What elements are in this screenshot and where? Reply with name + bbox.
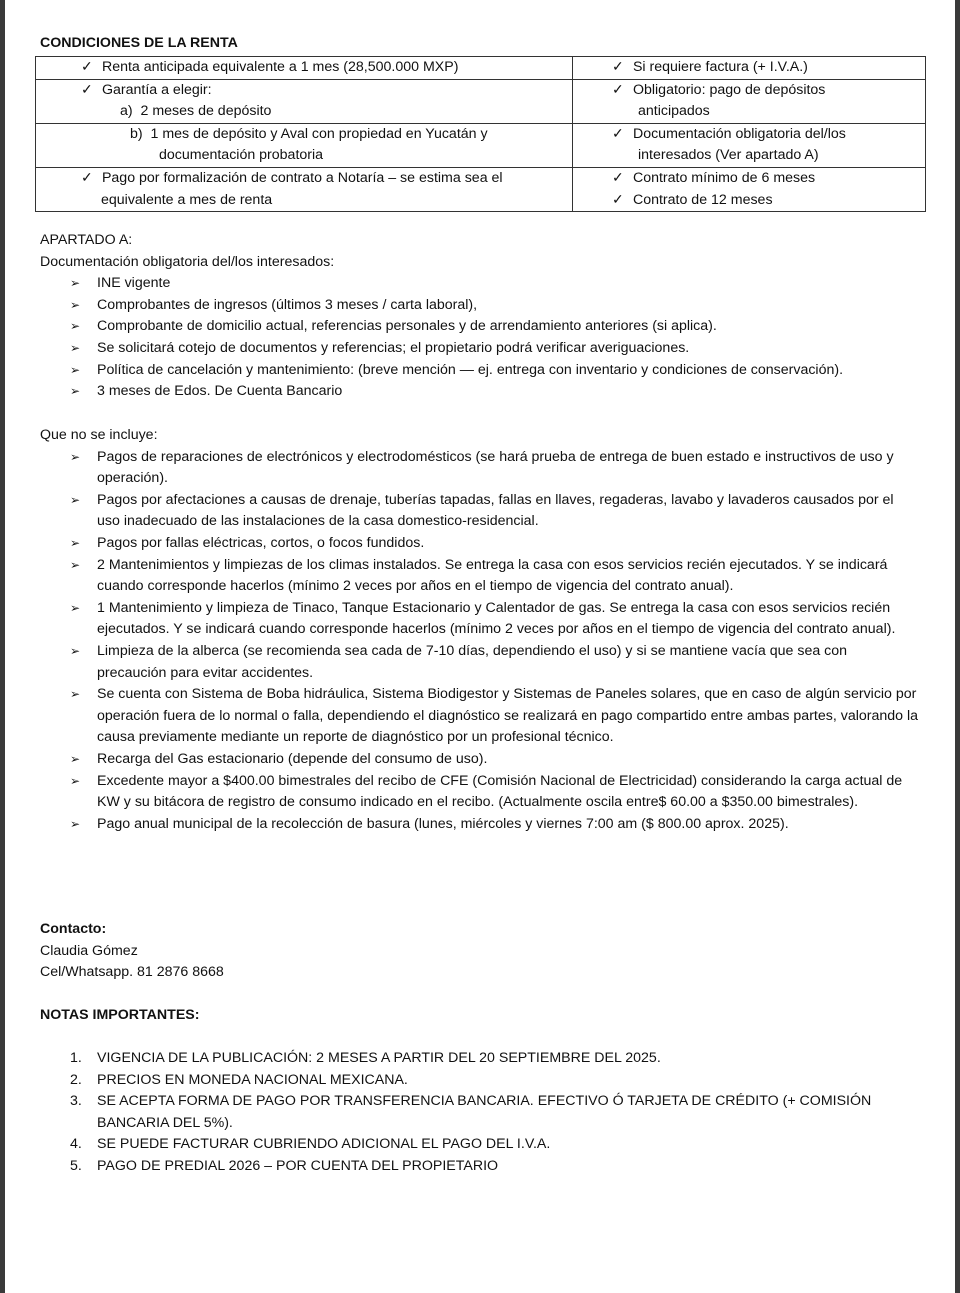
condition-text: 2 meses de depósito	[140, 103, 272, 120]
list-item: ➢ Se cuenta con Sistema de Boba hidráulica, Sistema Biodigestor y Sistemas de Paneles solares, que en caso de algún servicio por operación fuera de lo normal o falla, dependiendo el diagnóstico se realizará en pago compartido entre ambas partes, valorando la causa previamente mediante un reporte de diagnóstico por un profesional técnico.	[70, 686, 919, 746]
conditions-cell	[573, 123, 926, 167]
screen-edge-right	[955, 0, 960, 1293]
condition-text: Si requiere factura (+ I.V.A.)	[632, 59, 808, 75]
conditions-table	[35, 56, 926, 212]
list-item: ➢ Excedente mayor a $400.00 bimestrales del recibo de CFE (Comisión Nacional de Electricidad) considerando la carga actual de KW y su bitácora de registro de consumo indicado en el recibo. (Actualmente oscila entre$ 60.00 a $350.00 bimestrales).	[70, 772, 903, 811]
contact-section	[40, 919, 920, 984]
conditions-cell	[573, 79, 926, 123]
list-item: 2. PRECIOS EN MONEDA NACIONAL MEXICANA.	[70, 1071, 408, 1088]
conditions-cell	[36, 79, 573, 123]
conditions-title: CONDICIONES DE LA RENTA	[40, 35, 238, 51]
list-item: ➢ 1 Mantenimiento y limpieza de Tinaco, Tanque Estacionario y Calentador de gas. Se entrega la casa con esos servicios recién ejecutados. Y se indicará cuando corresponde hacerlos (mínimo 2 veces por años en el tiempo de vigencia del contrato anual).	[70, 599, 896, 638]
conditions-cell	[573, 167, 926, 211]
list-item: ➢ Pago anual municipal de la recolección de basura (lunes, miércoles y viernes 7:00 am ($ 800.00 aprox. 2025).	[40, 814, 920, 836]
apartado-subheading: Documentación obligatoria del/los interesados:	[40, 253, 335, 270]
condition-text: documentación probatoria	[159, 147, 324, 164]
list-item: ➢ Política de cancelación y mantenimiento: (breve mención — ej. entrega con inventario y condiciones de conservación).	[40, 360, 920, 382]
excluded-section	[40, 425, 920, 835]
arrow-bullet-icon: ➢	[70, 535, 81, 550]
list-item: ➢ Comprobantes de ingresos (últimos 3 meses / carta laboral),	[40, 295, 920, 317]
arrow-bullet-icon: ➢	[70, 449, 81, 464]
condition-text: Contrato mínimo de 6 meses	[632, 169, 816, 186]
checkmark-icon: ✓	[612, 125, 624, 142]
arrow-bullet-icon: ➢	[70, 362, 81, 377]
list-marker: b)	[130, 125, 143, 142]
list-item: ➢ Pagos por afectaciones a causas de drenaje, tuberías tapadas, fallas en llaves, regaderas, lavabo y lavaderos causados por el uso inadecuado de las instalaciones de la casa domestico-residencial.	[70, 491, 894, 530]
conditions-row-1	[36, 57, 926, 80]
arrow-bullet-icon: ➢	[70, 816, 81, 831]
arrow-bullet-icon: ➢	[70, 319, 81, 334]
list-item: ➢ Limpieza de la alberca (se recomienda sea cada de 7-10 días, dependiendo el uso) y si se mantiene vacía que sea con precaución para evitar accidentes.	[70, 642, 848, 681]
list-marker: a)	[120, 103, 133, 120]
conditions-cell	[36, 167, 573, 211]
list-item: 5. PAGO DE PREDIAL 2026 – POR CUENTA DEL PROPIETARIO	[70, 1157, 499, 1174]
arrow-bullet-icon: ➢	[70, 340, 81, 355]
arrow-bullet-icon: ➢	[70, 643, 81, 658]
contact-phone: Cel/Whatsapp. 81 2876 8668	[40, 964, 224, 981]
condition-text: Pago por formalización de contrato a Notaría – se estima sea el	[101, 169, 503, 186]
notes-list	[40, 1048, 920, 1178]
arrow-bullet-icon: ➢	[70, 751, 81, 766]
checkmark-icon: ✓	[81, 81, 93, 98]
conditions-cell	[36, 57, 573, 80]
apartado-heading: APARTADO A:	[40, 232, 133, 248]
arrow-bullet-icon: ➢	[70, 297, 81, 312]
notes-section	[40, 1005, 920, 1027]
checkmark-icon: ✓	[81, 169, 93, 186]
excluded-list	[40, 447, 920, 836]
contact-name: Claudia Gómez	[40, 942, 138, 959]
checkmark-icon: ✓	[612, 81, 624, 98]
condition-text: anticipados	[638, 103, 710, 120]
arrow-bullet-icon: ➢	[70, 557, 81, 572]
screen-edge-left	[0, 0, 5, 1293]
conditions-row-3	[36, 123, 926, 167]
condition-text: Renta anticipada equivalente a 1 mes (28,500.000 MXP)	[101, 59, 459, 75]
conditions-row-4	[36, 167, 926, 211]
list-item: ➢ 3 meses de Edos. De Cuenta Bancario	[40, 381, 920, 403]
checkmark-icon: ✓	[612, 169, 624, 186]
list-item: 4. SE PUEDE FACTURAR CUBRIENDO ADICIONAL EL PAGO DEL I.V.A.	[70, 1136, 551, 1153]
arrow-bullet-icon: ➢	[70, 600, 81, 615]
arrow-bullet-icon: ➢	[70, 492, 81, 507]
notes-heading: NOTAS IMPORTANTES:	[40, 1007, 200, 1023]
list-item: ➢ Pagos de reparaciones de electrónicos y electrodomésticos (se hará prueba de entrega de buen estado e instructivos de uso y operación).	[70, 448, 894, 487]
checkmark-icon: ✓	[612, 191, 624, 208]
list-item: ➢ 2 Mantenimientos y limpiezas de los climas instalados. Se entrega la casa con esos servicios recién ejecutados. Y se indicará cuando corresponde hacerlos (mínimo 2 veces por años en el tiempo de vigencia del contrato anual).	[70, 556, 888, 595]
condition-text: Documentación obligatoria del/los	[632, 125, 846, 142]
conditions-cell	[573, 57, 926, 80]
arrow-bullet-icon: ➢	[70, 773, 81, 788]
conditions-row-2	[36, 79, 926, 123]
list-item: ➢ Recarga del Gas estacionario (depende del consumo de uso).	[40, 749, 920, 771]
arrow-bullet-icon: ➢	[70, 276, 81, 291]
list-item: 3. SE ACEPTA FORMA DE PAGO POR TRANSFERENCIA BANCARIA. EFECTIVO Ó TARJETA DE CRÉDITO (+ COMISIÓN BANCARIA DEL 5%).	[70, 1093, 872, 1131]
apartado-list	[40, 273, 920, 403]
contact-heading: Contacto:	[40, 921, 107, 937]
checkmark-icon: ✓	[81, 59, 93, 75]
list-item: ➢ Se solicitará cotejo de documentos y referencias; el propietario podrá verificar averiguaciones.	[40, 338, 920, 360]
list-item: 1. VIGENCIA DE LA PUBLICACIÓN: 2 MESES A PARTIR DEL 20 SEPTIEMBRE DEL 2025.	[70, 1050, 661, 1066]
condition-text: Garantía a elegir:	[101, 81, 212, 98]
condition-text: 1 mes de depósito y Aval con propiedad en Yucatán y	[150, 125, 488, 142]
conditions-cell	[36, 123, 573, 167]
list-item: ➢ INE vigente	[40, 273, 920, 295]
checkmark-icon: ✓	[612, 59, 624, 75]
arrow-bullet-icon: ➢	[70, 687, 81, 702]
apartado-section	[40, 230, 920, 403]
condition-text: interesados (Ver apartado A)	[638, 147, 819, 164]
condition-text: Contrato de 12 meses	[632, 191, 773, 208]
notes-list-wrapper	[40, 1048, 920, 1178]
condition-text: Obligatorio: pago de depósitos	[632, 81, 826, 98]
arrow-bullet-icon: ➢	[70, 384, 81, 399]
excluded-heading: Que no se incluye:	[40, 427, 158, 443]
list-item: ➢ Pagos por fallas eléctricas, cortos, o focos fundidos.	[40, 533, 920, 555]
list-item: ➢ Comprobante de domicilio actual, referencias personales y de arrendamiento anteriores (si aplica).	[40, 316, 920, 338]
condition-text: equivalente a mes de renta	[101, 191, 273, 208]
